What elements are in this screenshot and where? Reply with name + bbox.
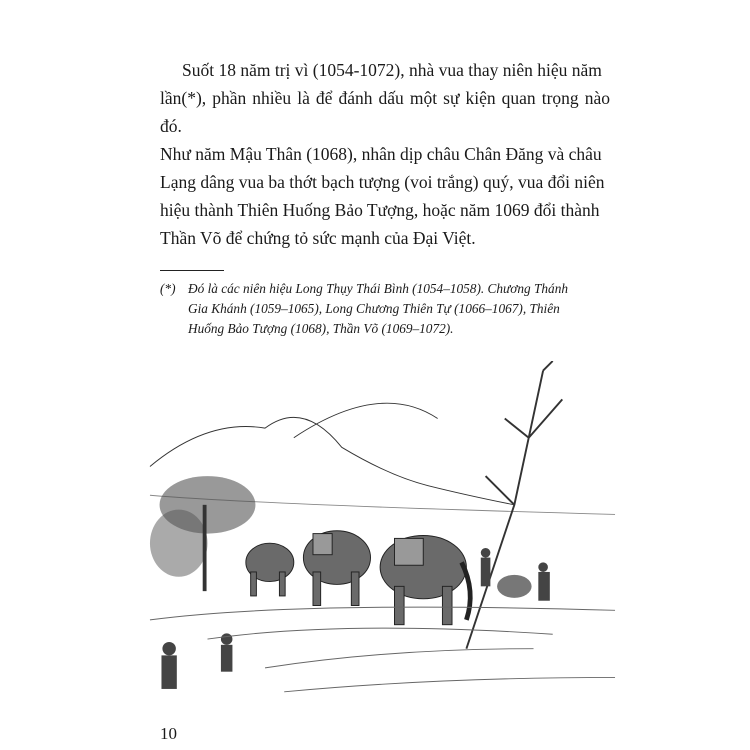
body-line: lần(*), phần nhiều là để đánh dấu một sự kiện quan trọng nào đó. — [160, 88, 610, 136]
page-number: 10 — [160, 724, 177, 743]
body-line: hiệu thành Thiên Huống Bảo Tượng, hoặc năm 1069 đổi thành — [160, 200, 600, 220]
footnote-rule — [160, 270, 224, 271]
footnote-line: Huống Bảo Tượng (1068), Thần Võ (1069–1072). — [188, 321, 454, 336]
footnote-line: Đó là các niên hiệu Long Thụy Thái Bình (1054–1058). Chương Thánh — [188, 281, 568, 296]
page-column — [160, 56, 610, 745]
body-line: Lạng dâng vua ba thớt bạch tượng (voi trắng) quý, vua đổi niên — [160, 172, 605, 192]
footnote — [160, 279, 610, 339]
palm-trees — [150, 476, 255, 591]
path-and-field — [150, 607, 615, 692]
body-line: Suốt 18 năm trị vì (1054-1072), nhà vua thay niên hiệu năm — [182, 60, 602, 80]
elephants — [246, 531, 470, 625]
body-paragraph — [160, 56, 610, 252]
footnote-line: Gia Khánh (1059–1065), Long Chương Thiên Tự (1066–1067), Thiên — [188, 301, 560, 316]
footnote-mark: (*) — [160, 281, 176, 296]
body-line: Thần Võ để chứng tỏ sức mạnh của Đại Việt. — [160, 228, 476, 248]
body-line: Như năm Mậu Thân (1068), nhân dịp châu Chân Đăng và châu — [160, 144, 602, 164]
bare-tree — [466, 361, 562, 649]
elephant-procession-illustration — [140, 361, 625, 711]
